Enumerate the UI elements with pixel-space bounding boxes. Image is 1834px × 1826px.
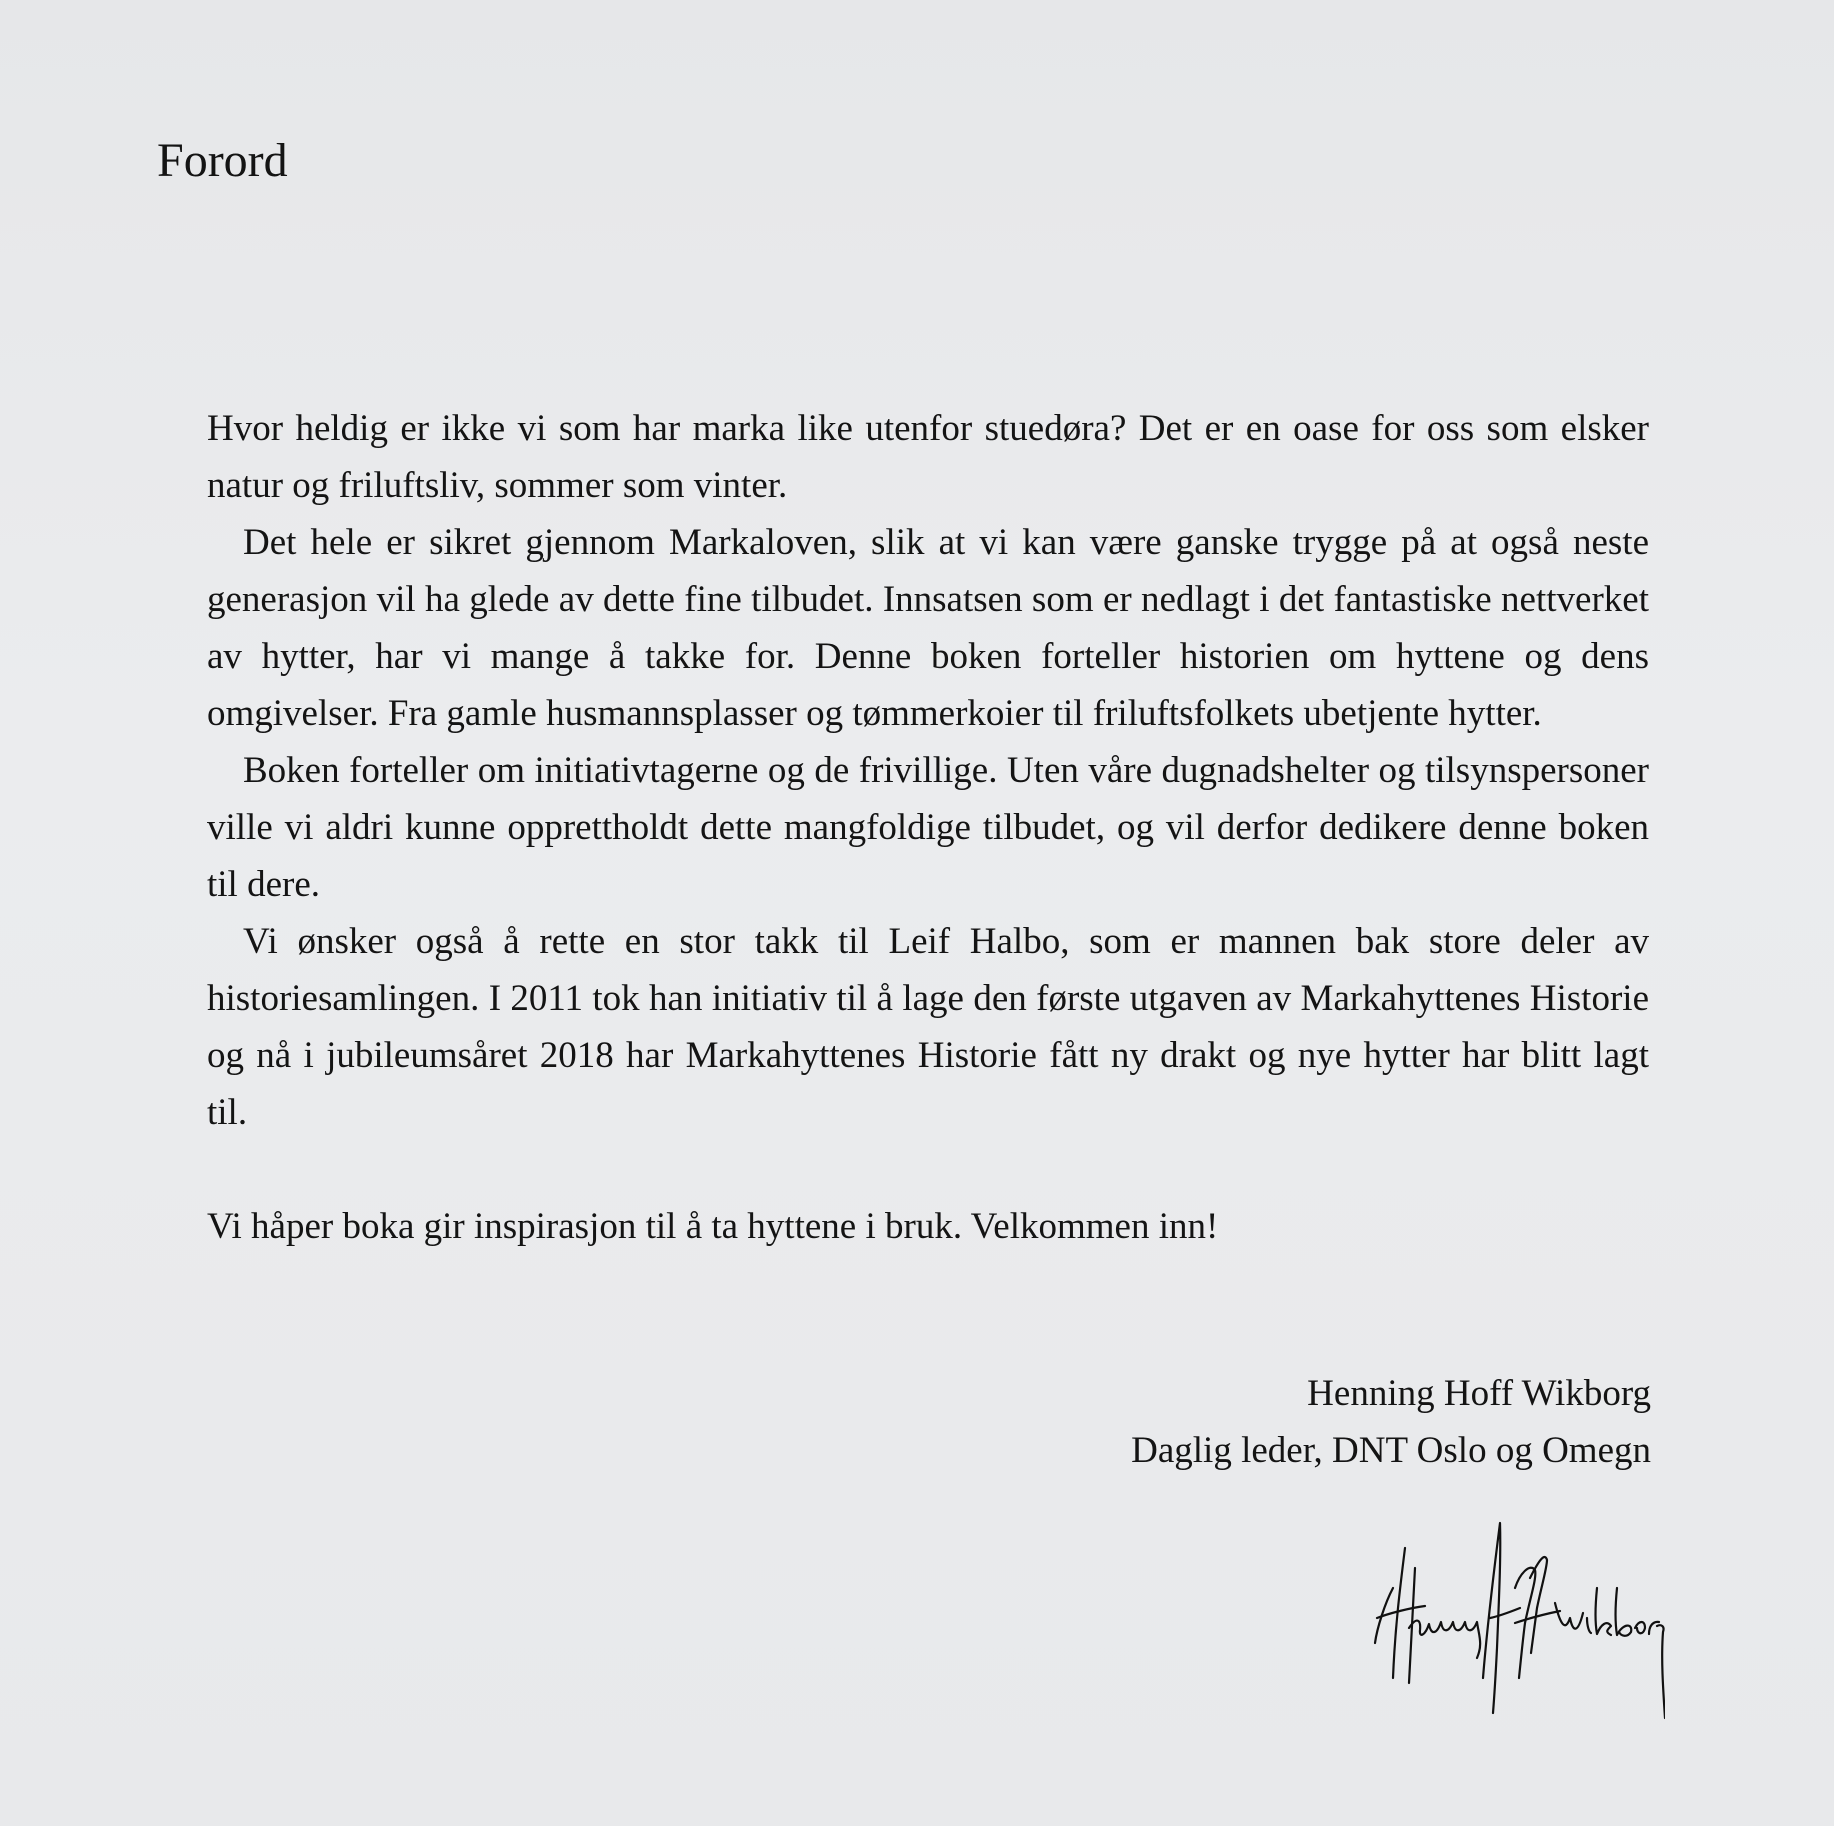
signer-title: Daglig leder, DNT Oslo og Omegn [1131,1430,1651,1471]
paragraph-2: Det hele er sikret gjennom Markaloven, slik at vi kan være ganske trygge på at også neste generasjon vil ha glede av dette fine tilbudet. Innsatsen som er nedlagt i det fantastiske nettverket av hytter, har vi mange å takke for. Denne boken forteller historien om hyttene og dens omgivelser. Fra gamle husmannsplasser og tømmerkoier til friluftsfolkets ubetjente hytter. [207,522,1649,734]
paragraph-3: Boken forteller om initiativtagerne og de frivillige. Uten våre dugnadshelter og tilsynspersoner ville vi aldri kunne opprettholdt dette mangfoldige tilbudet, og vil derfor dedikere denne boken til dere. [207,750,1649,905]
handwritten-signature [1365,1508,1665,1728]
page-title: Forord [157,134,288,187]
signer-name: Henning Hoff Wikborg [1307,1373,1651,1414]
paragraph-1: Hvor heldig er ikke vi som har marka like utenfor stuedøra? Det er en oase for oss som elsker natur og friluftsliv, sommer som vinter. [207,408,1649,506]
signature-block [1131,1365,1651,1479]
foreword-body [207,400,1649,1255]
closing-paragraph: Vi håper boka gir inspirasjon til å ta hyttene i bruk. Velkommen inn! [207,1206,1219,1247]
paragraph-4: Vi ønsker også å rette en stor takk til Leif Halbo, som er mannen bak store deler av historiesamlingen. I 2011 tok han initiativ til å lage den første utgaven av Markahyttenes Historie og nå i jubileumsåret 2018 har Markahyttenes Historie fått ny drakt og nye hytter har blitt lagt til. [207,921,1649,1133]
